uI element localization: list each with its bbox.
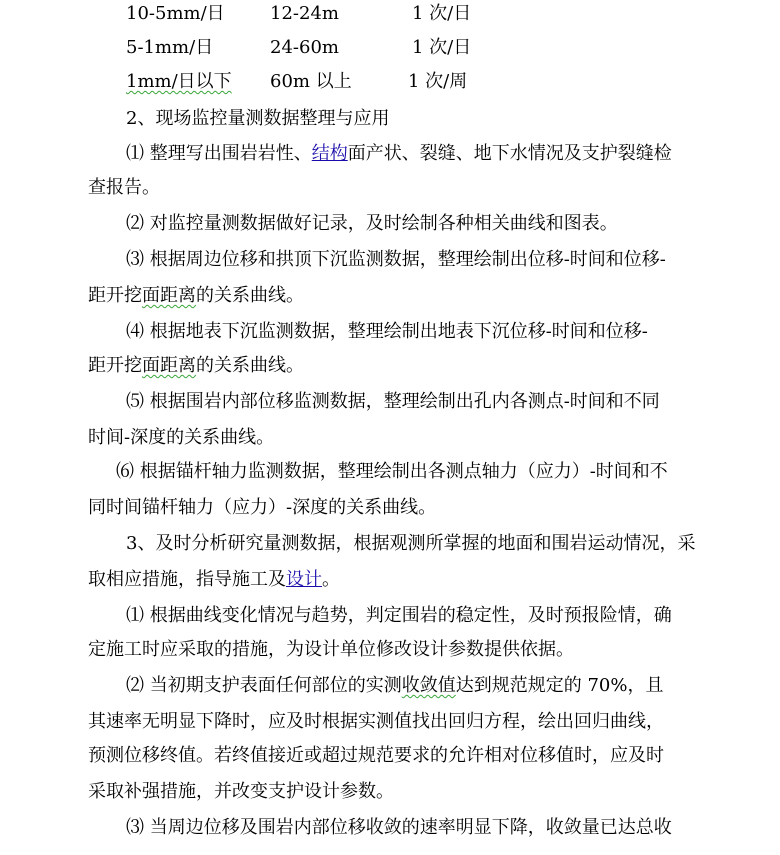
- paragraph-line: 其速率无明显下降时，应及时根据实测值找出回归方程，绘出回归曲线，: [88, 711, 664, 732]
- structure-link[interactable]: 结构: [311, 143, 348, 164]
- paragraph-line: 定施工时应采取的措施，为设计单位修改设计参数提供依据。: [88, 639, 574, 660]
- table-cell-distance: 12-24m: [270, 3, 339, 24]
- table-cell-frequency: 1 次/周: [408, 71, 468, 92]
- table-cell-rate: 10-5mm/日: [126, 3, 225, 24]
- paragraph-line: [126, 674, 663, 698]
- text-span: 达到规范规定的 70%，且: [455, 675, 664, 696]
- paragraph-line: ⑶ 当周边位移及围岩内部位移收敛的速率明显下降，收敛量已达总收: [126, 817, 672, 838]
- paragraph-line: ⑹ 根据锚杆轴力监测数据，整理绘制出各测点轴力（应力）-时间和不: [116, 461, 668, 482]
- text-span: 的关系曲线。: [196, 355, 304, 376]
- text-span: ⑵ 当初期支护表面任何部位的实测: [126, 675, 402, 696]
- text-span: 。: [322, 569, 340, 590]
- paragraph-line: [88, 284, 304, 308]
- table-cell-rate: 5-1mm/日: [126, 37, 214, 58]
- text-span: 距开挖: [88, 355, 142, 376]
- design-link[interactable]: 设计: [286, 569, 322, 590]
- paragraph-line: ⑵ 对监控量测数据做好记录，及时绘制各种相关曲线和图表。: [126, 213, 618, 234]
- text-span: 的关系曲线。: [196, 285, 304, 306]
- table-cell-distance: 24-60m: [270, 37, 339, 58]
- text-span: 距开挖: [88, 285, 142, 306]
- table-cell-rate: 1mm/日以下: [126, 71, 232, 92]
- table-cell-distance: 60m 以上: [270, 71, 352, 92]
- paragraph-line: 同时间锚杆轴力（应力）-深度的关系曲线。: [88, 497, 437, 518]
- paragraph-line: ⑷ 根据地表下沉监测数据，整理绘制出地表下沉位移-时间和位移-: [126, 321, 648, 342]
- paragraph-line: ⑴ 根据曲线变化情况与趋势，判定围岩的稳定性，及时预报险情，确: [126, 605, 672, 626]
- paragraph-line: 预测位移终值。若终值接近或超过规范要求的允许相对位移值时，应及时: [88, 745, 664, 766]
- text-span: 面距离: [142, 355, 196, 376]
- paragraph-line: 时间-深度的关系曲线。: [88, 427, 275, 448]
- paragraph-line: [126, 142, 672, 166]
- table-cell-frequency: 1 次/日: [412, 3, 472, 24]
- paragraph-line: [88, 568, 340, 592]
- text-span: 面产状、裂缝、地下水情况及支护裂缝检: [347, 143, 672, 164]
- paragraph-line: ⑶ 根据周边位移和拱顶下沉监测数据，整理绘制出位移-时间和位移-: [126, 249, 666, 270]
- section-heading: 3、及时分析研究量测数据，根据观测所掌握的地面和围岩运动情况，采: [126, 533, 696, 554]
- paragraph-line: ⑸ 根据围岩内部位移监测数据，整理绘制出孔内各测点-时间和不同: [126, 391, 660, 412]
- text-span: 面距离: [142, 285, 196, 306]
- paragraph-line: 查报告。: [88, 177, 160, 198]
- text-span: 取相应措施，指导施工及: [88, 569, 286, 590]
- paragraph-line: 采取补强措施，并改变支护设计参数。: [88, 781, 394, 802]
- paragraph-line: [88, 354, 304, 378]
- text-span: ⑴ 整理写出围岩岩性、: [126, 143, 312, 164]
- text-span: 收敛值: [401, 675, 456, 696]
- section-heading: 2、现场监控量测数据整理与应用: [126, 108, 390, 129]
- table-cell-frequency: 1 次/日: [412, 37, 472, 58]
